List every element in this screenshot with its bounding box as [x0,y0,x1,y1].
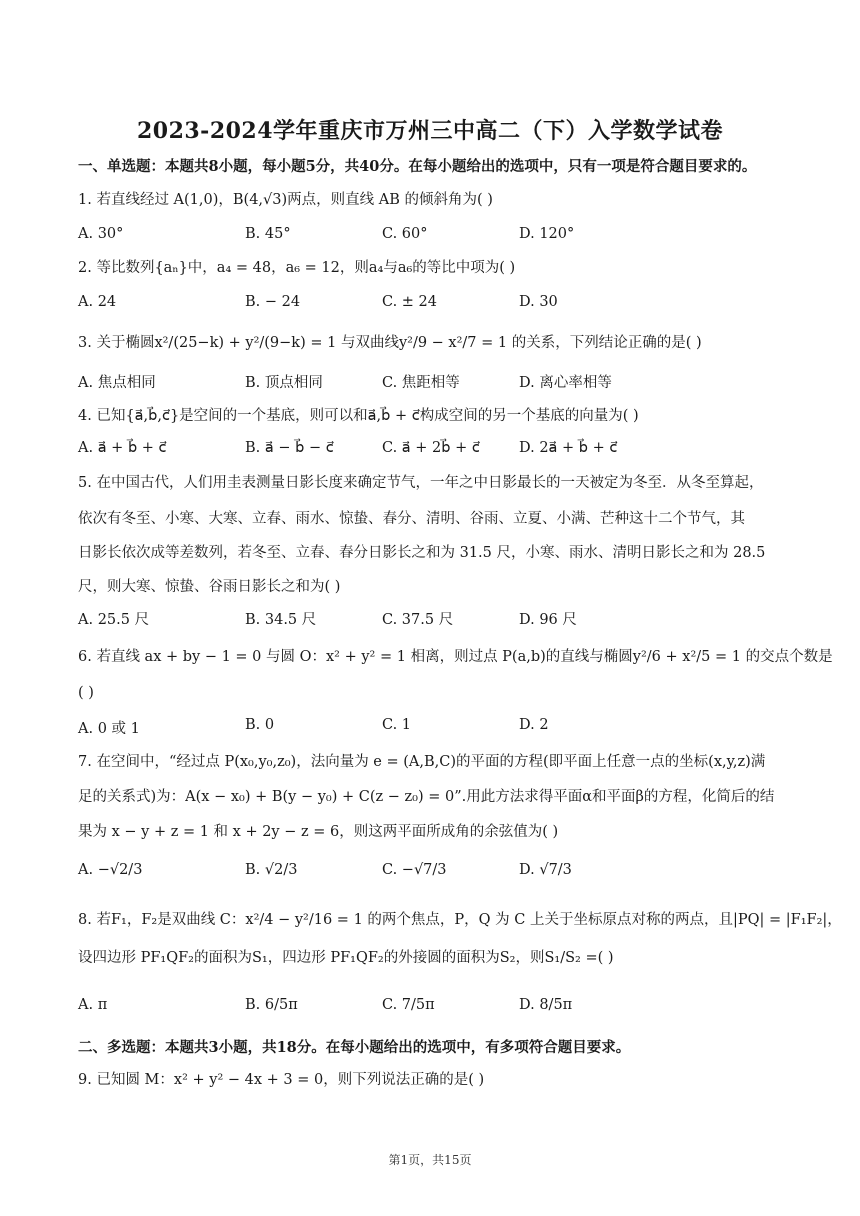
question-5-options [78,608,778,632]
option-d[interactable]: D. 8/5π [519,997,573,1013]
option-c[interactable]: C. 60° [382,226,428,242]
option-d[interactable]: D. 120° [519,226,575,242]
option-d[interactable]: D. 30 [519,294,558,310]
option-a[interactable]: A. 0 或 1 [78,721,140,737]
option-c[interactable]: C. 7/5π [382,997,435,1013]
option-c[interactable]: C. 37.5 尺 [382,612,454,628]
option-a[interactable]: A. π [78,997,108,1013]
question-3-options [78,371,778,395]
question-1-stem: 1. 若直线经过 A(1,0)，B(4,√3)两点，则直线 AB 的倾斜角为( ) [78,192,493,208]
question-4-stem: 4. 已知{a⃗,b⃗,c⃗}是空间的一个基底，则可以和a⃗,b⃗ + c⃗构成空间的另一个基底的向量为( ) [78,408,639,424]
option-c[interactable]: C. a⃗ + 2b⃗ + c⃗ [382,440,480,456]
option-d[interactable]: D. √7/3 [519,862,572,878]
option-a[interactable]: A. a⃗ + b⃗ + c⃗ [78,440,167,456]
option-a[interactable]: A. −√2/3 [78,862,143,878]
option-b[interactable]: B. 34.5 尺 [245,612,317,628]
section-heading-multiple-choice: 二、多选题：本题共3小题，共18分。在每小题给出的选项中，有多项符合题目要求。 [78,1039,631,1056]
option-b[interactable]: B. √2/3 [245,862,298,878]
question-6-options [78,717,778,741]
option-c[interactable]: C. −√7/3 [382,862,447,878]
question-5-line-3: 日影长依次成等差数列，若冬至、立春、春分日影长之和为 31.5 尺，小寒、雨水、清明日影长之和为 28.5 [78,545,766,561]
question-5-line-4: 尺，则大寒、惊蛰、谷雨日影长之和为( ) [78,579,341,595]
question-7-line-1: 7. 在空间中，“经过点 P(x₀,y₀,z₀)，法向量为 e = (A,B,C)的平面的方程(即平面上任意一点的坐标(x,y,z)满 [78,754,766,770]
option-a[interactable]: A. 25.5 尺 [78,612,150,628]
question-8-line-2: 设四边形 PF₁QF₂的面积为S₁，四边形 PF₁QF₂的外接圆的面积为S₂，则S₁/S₂ =( ) [78,950,614,966]
question-7-line-3: 果为 x − y + z = 1 和 x + 2y − z = 6，则这两平面所成角的余弦值为( ) [78,824,559,840]
question-5-line-1: 5. 在中国古代，人们用圭表测量日影长度来确定节气，一年之中日影最长的一天被定为冬至．从冬至算起， [78,475,764,491]
option-d[interactable]: D. 96 尺 [519,612,577,628]
option-a[interactable]: A. 焦点相同 [78,375,156,391]
question-9-stem: 9. 已知圆 M：x² + y² − 4x + 3 = 0，则下列说法正确的是( ) [78,1072,485,1088]
option-a[interactable]: A. 30° [78,226,124,242]
question-8-line-1: 8. 若F₁，F₂是双曲线 C：x²/4 − y²/16 = 1 的两个焦点，P，Q 为 C 上关于坐标原点对称的两点，且|PQ| = |F₁F₂|， [78,912,842,928]
option-a[interactable]: A. 24 [78,294,117,310]
option-c[interactable]: C. 焦距相等 [382,375,460,391]
question-8-options [78,997,778,1021]
option-b[interactable]: B. a⃗ − b⃗ − c⃗ [245,440,334,456]
question-5-line-2: 依次有冬至、小寒、大寒、立春、雨水、惊蛰、春分、清明、谷雨、立夏、小满、芒种这十二个节气，其 [78,511,745,527]
question-3-stem: 3. 关于椭圆x²/(25−k) + y²/(9−k) = 1 与双曲线y²/9 − x²/7 = 1 的关系，下列结论正确的是( ) [78,335,702,351]
option-b[interactable]: B. 45° [245,226,291,242]
question-6-line-2: ( ) [78,685,94,701]
question-4-options [78,440,778,464]
option-c[interactable]: C. 1 [382,717,412,733]
section-heading-single-choice: 一、单选题：本题共8小题，每小题5分，共40分。在每小题给出的选项中，只有一项是符合题目要求的。 [78,158,757,175]
option-d[interactable]: D. 离心率相等 [519,375,612,391]
option-b[interactable]: B. 顶点相同 [245,375,323,391]
option-b[interactable]: B. 6/5π [245,997,298,1013]
question-2-stem: 2. 等比数列{aₙ}中，a₄ = 48，a₆ = 12，则a₄与a₆的等比中项为( ) [78,260,516,276]
question-7-line-2: 足的关系式)为：A(x − x₀) + B(y − y₀) + C(z − z₀) = 0”.用此方法求得平面α和平面β的方程，化简后的结 [78,789,775,805]
question-7-options [78,862,778,886]
option-b[interactable]: B. − 24 [245,294,301,310]
question-2-options [78,294,778,318]
option-d[interactable]: D. 2 [519,717,549,733]
option-d[interactable]: D. 2a⃗ + b⃗ + c⃗ [519,440,618,456]
page-footer: 第1页，共15页 [388,1153,472,1167]
question-1-options [78,226,778,250]
question-6-line-1: 6. 若直线 ax + by − 1 = 0 与圆 O：x² + y² = 1 相离，则过点 P(a,b)的直线与椭圆y²/6 + x²/5 = 1 的交点个数是 [78,649,833,665]
option-c[interactable]: C. ± 24 [382,294,438,310]
page-title: 2023-2024学年重庆市万州三中高二（下）入学数学试卷 [136,118,724,144]
option-b[interactable]: B. 0 [245,717,275,733]
